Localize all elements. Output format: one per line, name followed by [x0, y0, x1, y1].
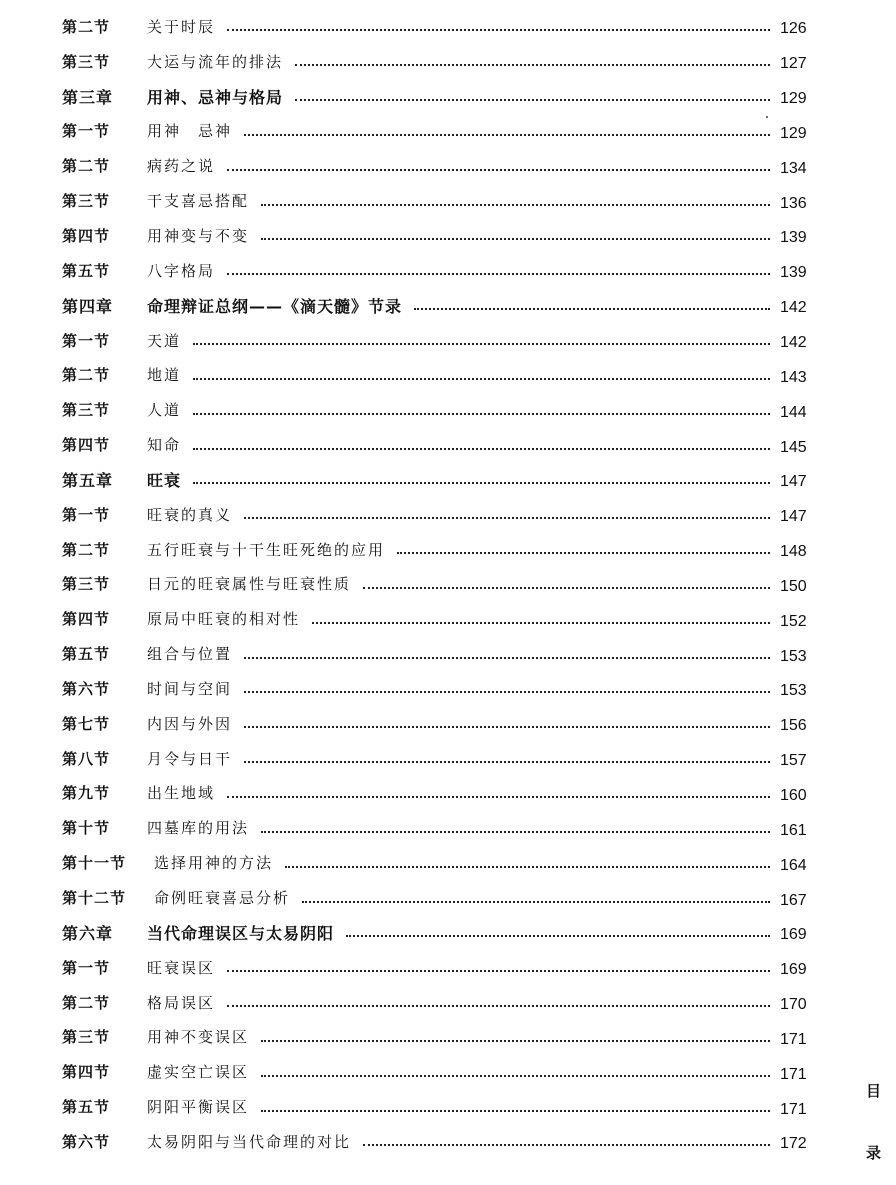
table-of-contents: [62, 9, 820, 1159]
toc-chapter-entry: [62, 79, 820, 114]
dot-leader: [193, 378, 770, 380]
toc-page-number: 136: [780, 194, 807, 212]
toc-title: 当代命理误区与太易阴阳: [147, 923, 335, 943]
scan-speck: [766, 116, 768, 118]
toc-label: 第十一节: [62, 854, 127, 873]
dot-leader: [261, 204, 770, 206]
dot-leader: [261, 1075, 770, 1077]
dot-leader: [193, 448, 770, 450]
toc-page-number: 153: [780, 647, 807, 665]
toc-title: 天道: [147, 331, 182, 350]
toc-label: 第五节: [62, 261, 111, 280]
toc-entry: [62, 148, 820, 183]
toc-title: 月令与日干: [147, 749, 233, 768]
toc-title: 原局中旺衰的相对性: [147, 610, 301, 629]
toc-page-number: 153: [780, 682, 807, 700]
toc-title: 格局误区: [147, 993, 216, 1012]
dot-leader: [302, 901, 770, 903]
toc-label: 第八节: [62, 749, 111, 768]
toc-entry: [62, 741, 820, 776]
toc-title: 地道: [147, 366, 182, 385]
toc-title: 用神 忌神: [147, 122, 233, 141]
toc-title: 太易阴阳与当代命理的对比: [147, 1132, 352, 1151]
toc-title: 五行旺衰与十干生旺死绝的应用: [147, 540, 386, 559]
dot-leader: [193, 343, 770, 345]
toc-page-number: 126: [780, 20, 807, 38]
toc-title: 用神变与不变: [147, 226, 250, 245]
dot-leader: [227, 29, 770, 31]
toc-page-number: 143: [780, 368, 807, 386]
toc-title: 旺衰: [147, 470, 182, 490]
dot-leader: [414, 308, 770, 310]
dot-leader: [244, 517, 770, 519]
dot-leader: [261, 1040, 770, 1042]
dot-leader: [295, 64, 770, 66]
toc-entry: [62, 218, 820, 253]
toc-title: 人道: [147, 401, 182, 420]
dot-leader: [193, 413, 770, 415]
toc-page-number: 169: [780, 961, 807, 979]
toc-entry: [62, 601, 820, 636]
dot-leader: [244, 761, 770, 763]
dot-leader: [244, 691, 770, 693]
toc-label: 第十二节: [62, 889, 127, 908]
toc-entry: [62, 183, 820, 218]
toc-chapter-entry: [62, 462, 820, 497]
toc-title: 知命: [147, 436, 182, 455]
dot-leader: [397, 552, 770, 554]
toc-label: 第五节: [62, 645, 111, 664]
toc-entry: [62, 567, 820, 602]
toc-label: 第一节: [62, 958, 111, 977]
toc-title: 关于时辰: [147, 17, 216, 36]
toc-label: 第二节: [62, 157, 111, 176]
dot-leader: [261, 238, 770, 240]
toc-title: 四墓库的用法: [147, 819, 250, 838]
toc-page-number: 142: [780, 299, 807, 317]
toc-title: 命例旺衰喜忌分析: [154, 889, 291, 908]
dot-leader: [227, 169, 770, 171]
dot-leader: [346, 935, 770, 937]
toc-title: 八字格局: [147, 261, 216, 280]
toc-page-number: 129: [780, 90, 807, 108]
toc-title: 出生地域: [147, 784, 216, 803]
toc-label: 第三节: [62, 1028, 111, 1047]
toc-label: 第三节: [62, 52, 111, 71]
toc-title: 组合与位置: [147, 645, 233, 664]
dot-leader: [227, 1005, 770, 1007]
toc-page-number: 150: [780, 577, 807, 595]
dot-leader: [244, 657, 770, 659]
side-mark-mu: 目: [866, 1082, 882, 1100]
toc-entry: [62, 671, 820, 706]
dot-leader: [285, 866, 770, 868]
toc-page-number: 171: [780, 1100, 807, 1118]
toc-page-number: 171: [780, 1065, 807, 1083]
toc-label: 第四节: [62, 1063, 111, 1082]
toc-title: 大运与流年的排法: [147, 52, 284, 71]
toc-label: 第三节: [62, 575, 111, 594]
toc-label: 第六节: [62, 1132, 111, 1151]
toc-entry: [62, 706, 820, 741]
toc-title: 虚实空亡误区: [147, 1063, 250, 1082]
toc-label: 第三节: [62, 401, 111, 420]
toc-title: 干支喜忌搭配: [147, 192, 250, 211]
toc-entry: [62, 880, 820, 915]
toc-page-number: 134: [780, 159, 807, 177]
toc-label: 第四节: [62, 436, 111, 455]
toc-label: 第二节: [62, 993, 111, 1012]
toc-entry: [62, 1089, 820, 1124]
toc-page-number: 152: [780, 612, 807, 630]
toc-label: 第五章: [62, 470, 114, 490]
toc-label: 第三节: [62, 192, 111, 211]
dot-leader: [261, 831, 770, 833]
toc-entry: [62, 392, 820, 427]
toc-entry: [62, 323, 820, 358]
toc-page-number: 142: [780, 334, 807, 352]
toc-chapter-entry: [62, 915, 820, 950]
toc-title: 时间与空间: [147, 679, 233, 698]
toc-title: 阴阳平衡误区: [147, 1098, 250, 1117]
toc-entry: [62, 985, 820, 1020]
toc-entry: [62, 810, 820, 845]
toc-entry: [62, 1124, 820, 1159]
dot-leader: [363, 587, 770, 589]
dot-leader: [261, 1110, 770, 1112]
toc-label: 第五节: [62, 1098, 111, 1117]
toc-label: 第二节: [62, 17, 111, 36]
toc-label: 第四节: [62, 610, 111, 629]
toc-title: 病药之说: [147, 157, 216, 176]
toc-page-number: 139: [780, 264, 807, 282]
toc-entry: [62, 1054, 820, 1089]
dot-leader: [312, 622, 770, 624]
toc-label: 第九节: [62, 784, 111, 803]
toc-entry: [62, 950, 820, 985]
toc-label: 第七节: [62, 714, 111, 733]
dot-leader: [295, 99, 770, 101]
toc-page-number: 169: [780, 926, 807, 944]
toc-label: 第四节: [62, 226, 111, 245]
toc-page-number: 170: [780, 996, 807, 1014]
toc-page-number: 161: [780, 821, 807, 839]
toc-page-number: 144: [780, 403, 807, 421]
toc-title: 用神、忌神与格局: [147, 87, 284, 107]
toc-label: 第一节: [62, 505, 111, 524]
toc-label: 第一节: [62, 331, 111, 350]
toc-entry: [62, 357, 820, 392]
toc-label: 第三章: [62, 87, 114, 107]
toc-page-number: 156: [780, 717, 807, 735]
dot-leader: [244, 726, 770, 728]
toc-label: 第四章: [62, 296, 114, 316]
toc-page-number: 160: [780, 786, 807, 804]
toc-page-number: 127: [780, 55, 807, 73]
toc-entry: [62, 253, 820, 288]
toc-label: 第六节: [62, 679, 111, 698]
dot-leader: [227, 970, 770, 972]
toc-entry: [62, 1019, 820, 1054]
toc-entry: [62, 776, 820, 811]
toc-label: 第二节: [62, 540, 111, 559]
toc-title: 选择用神的方法: [154, 854, 274, 873]
toc-title: 旺衰误区: [147, 958, 216, 977]
toc-page-number: 167: [780, 891, 807, 909]
toc-entry: [62, 845, 820, 880]
toc-page-number: 145: [780, 438, 807, 456]
toc-page-number: 172: [780, 1135, 807, 1153]
toc-entry: [62, 497, 820, 532]
toc-title: 日元的旺衰属性与旺衰性质: [147, 575, 352, 594]
toc-label: 第二节: [62, 366, 111, 385]
toc-entry: [62, 114, 820, 149]
toc-page-number: 157: [780, 752, 807, 770]
toc-entry: [62, 44, 820, 79]
toc-label: 第六章: [62, 923, 114, 943]
dot-leader: [363, 1144, 770, 1146]
toc-label: 第一节: [62, 122, 111, 141]
toc-page-number: 148: [780, 543, 807, 561]
toc-title: 用神不变误区: [147, 1028, 250, 1047]
toc-chapter-entry: [62, 288, 820, 323]
toc-page-number: 147: [780, 473, 807, 491]
dot-leader: [227, 273, 770, 275]
dot-leader: [227, 796, 770, 798]
toc-entry: [62, 532, 820, 567]
toc-page-number: 171: [780, 1030, 807, 1048]
dot-leader: [193, 482, 770, 484]
toc-title: 内因与外因: [147, 714, 233, 733]
toc-page-number: 164: [780, 856, 807, 874]
toc-entry: [62, 427, 820, 462]
side-mark-lu: 录: [866, 1144, 882, 1162]
toc-page-number: 129: [780, 124, 807, 142]
toc-title: 命理辩证总纲——《滴天髓》节录: [147, 296, 403, 316]
toc-label: 第十节: [62, 819, 111, 838]
toc-entry: [62, 636, 820, 671]
toc-title: 旺衰的真义: [147, 505, 233, 524]
toc-page-number: 147: [780, 508, 807, 526]
toc-entry: [62, 9, 820, 44]
toc-page-number: 139: [780, 229, 807, 247]
dot-leader: [244, 134, 770, 136]
